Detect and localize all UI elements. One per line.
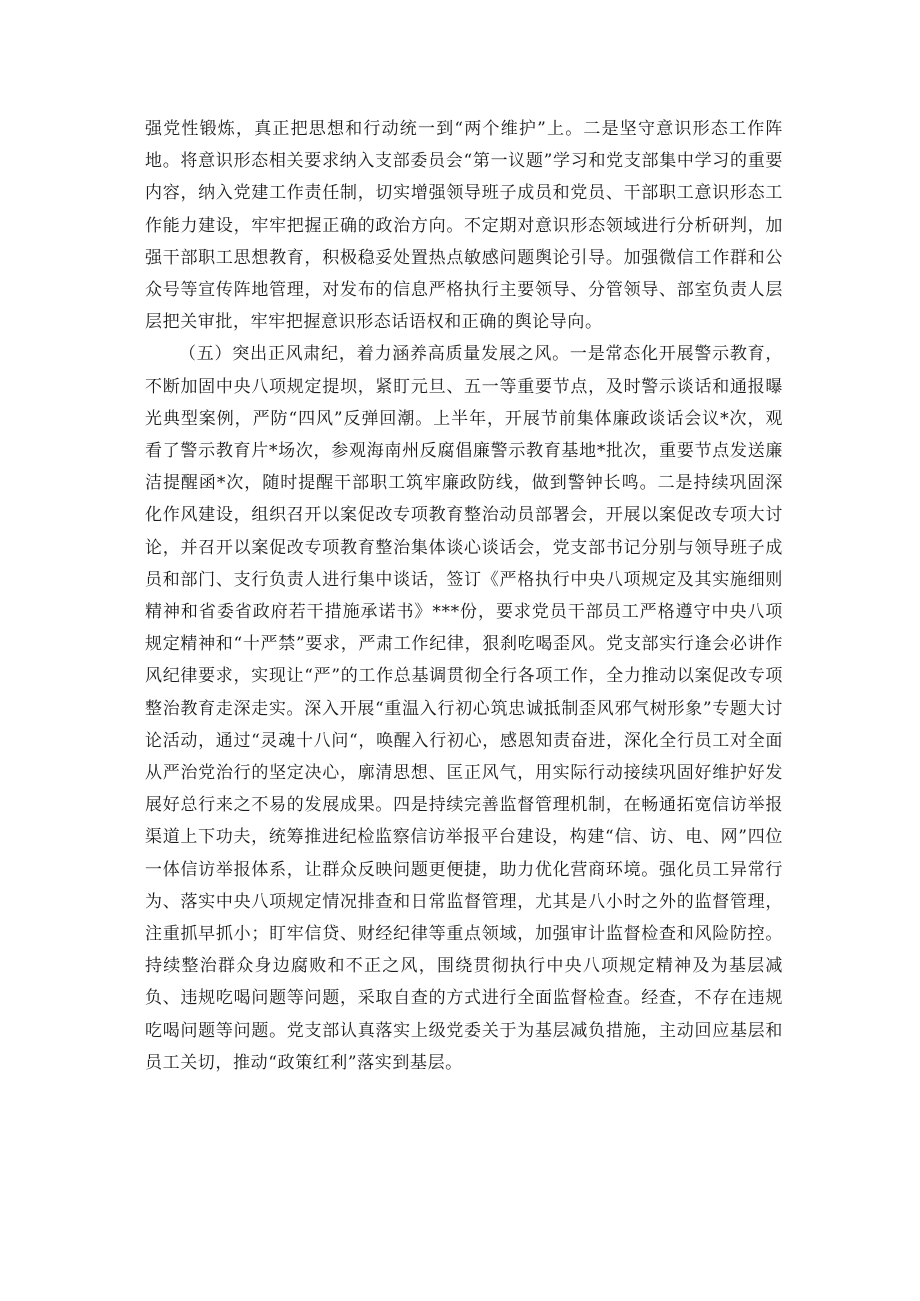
paragraph-continued: 强党性锻炼，真正把思想和行动统一到“两个维护”上。二是坚守意识形态工作阵地。将意识形态相关要求纳入支部委员会“第一议题”学习和党支部集中学习的重要内容，纳入党建工作责任制，切实增强领导班子成员和党员、干部职工意识形态工作能力建设，牢牢把握正确的政治方向。不定期对意识形态领域进行分析研判，加强干部职工思想教育，积极稳妥处置热点敏感问题舆论引导。加强微信工作群和公众号等宣传阵地管理，对发布的信息严格执行主要领导、分管领导、部室负责人层层把关审批，牢牢把握意识形态话语权和正确的舆论导向。 [145, 119, 783, 333]
paragraph-section-five: （五）突出正风肃纪，着力涵养高质量发展之风。一是常态化开展警示教育，不断加固中央八项规定提坝，紧盯元旦、五一等重要节点，及时警示谈话和通报曝光典型案例，严防“四风”反弹回潮。上半年，开展节前集体廉政谈话会议*次，观看了警示教育片*场次，参观海南州反腐倡廉警示教育基地*批次，重要节点发送廉洁提醒函*次，随时提醒干部职工筑牢廉政防线，做到警钟长鸣。二是持续巩固深化作风建设，组织召开以案促改专项教育整治动员部署会，开展以案促改专项大讨论，并召开以案促改专项教育整治集体谈心谈话会，党支部书记分别与领导班子成员和部门、支行负责人进行集中谈话，签订《严格执行中央八项规定及其实施细则精神和省委省政府若干措施承诺书》***份，要求党员干部员工严格遵守中央八项规定精神和“十严禁”要求，严肃工作纪律，狠刹吃喝歪风。党支部实行逢会必讲作风纪律要求，实现让“严”的工作总基调贯彻全行各项工作，全力推动以案促改专项整治教育走深走实。深入开展“重温入行初心筑忠诚抵制歪风邪气树形象”专题大讨论活动，通过“灵魂十八问“，唤醒入行初心，感恩知责奋进，深化全行员工对全面从严治党治行的坚定决心，廓清思想、匡正风气，用实际行动接续巩固好维护好发展好总行来之不易的发展成果。四是持续完善监督管理机制，在畅通拓宽信访举报渠道上下功夫，统筹推进纪检监察信访举报平台建设，构建“信、访、电、网”四位一体信访举报体系，让群众反映问题更便捷，助力优化营商环境。强化员工异常行为、落实中央八项规定情况排查和日常监督管理，尤其是八小时之外的监督管理，注重抓早抓小；盯牢信贷、财经纪律等重点领域，加强审计监督检查和风险防控。持续整治群众身边腐败和不正之风，围绕贯彻执行中央八项规定精神及为基层减负、违规吃喝问题等问题，采取自查的方式进行全面监督检查。经查，不存在违规吃喝问题等问题。党支部认真落实上级党委关于为基层减负措施，主动回应基层和员工关切，推动“政策红利”落实到基层。 [145, 344, 783, 1073]
document-body [145, 113, 783, 1079]
